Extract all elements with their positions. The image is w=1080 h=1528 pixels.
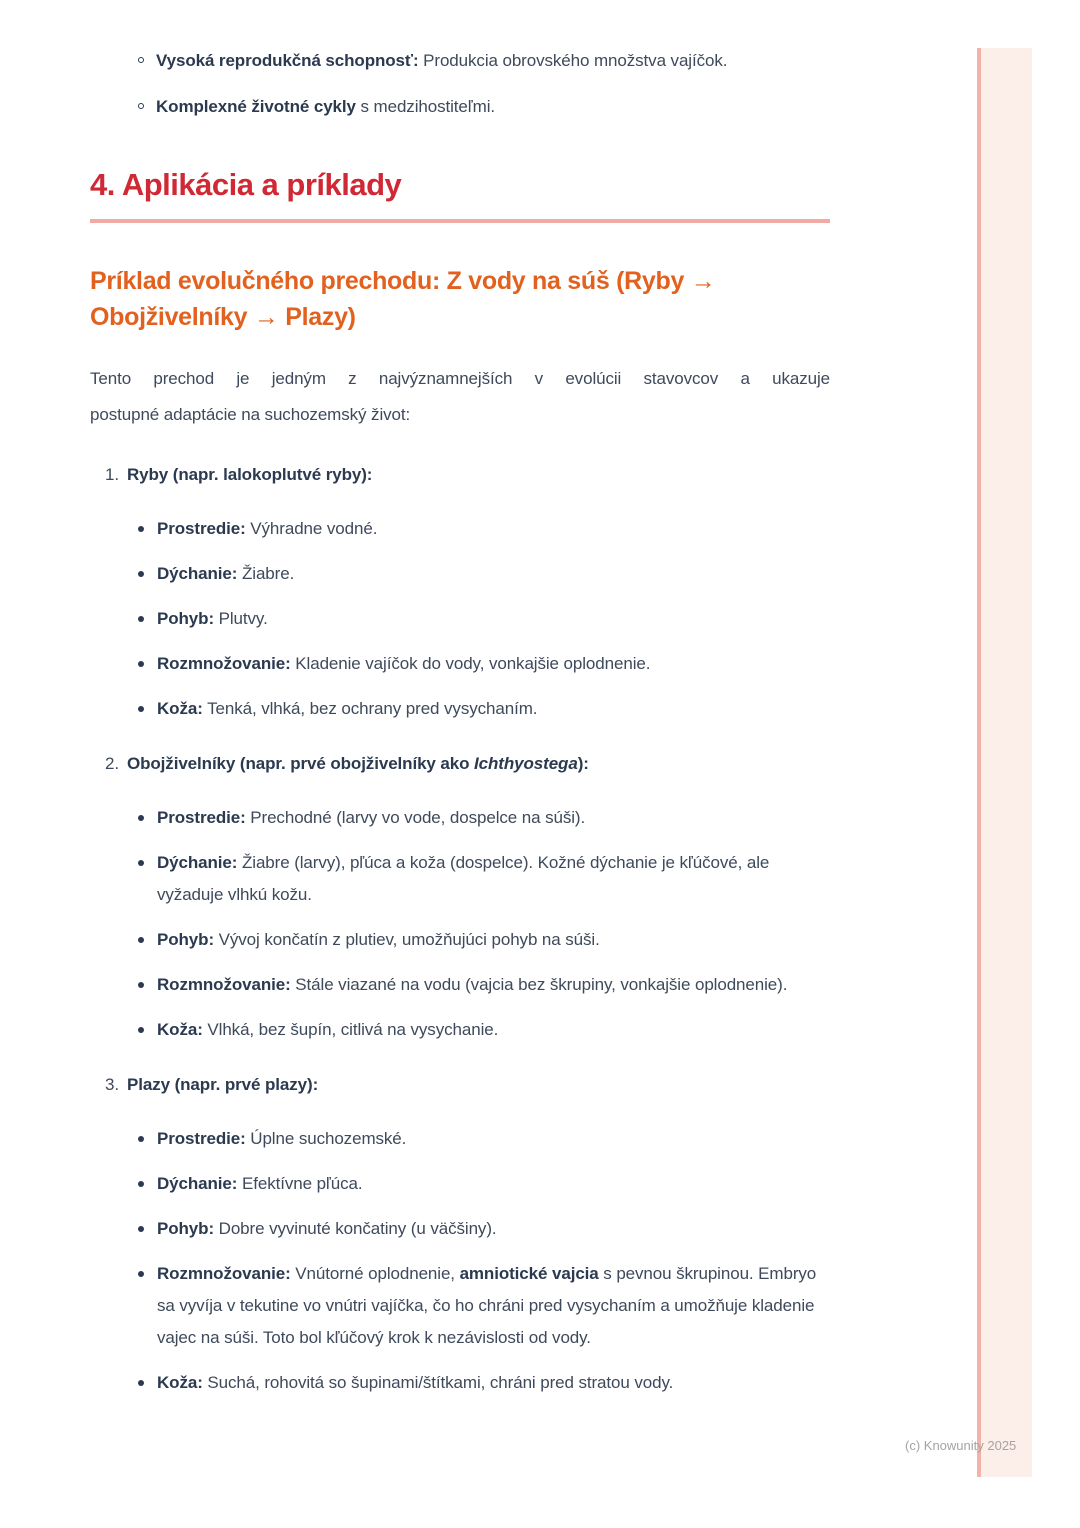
dot-bullet-marker: [138, 937, 144, 943]
bullet-text: [157, 1367, 673, 1399]
stage-bullet-item: [138, 1014, 830, 1046]
stage-number: 2.: [105, 754, 119, 773]
stage-bullet-item: [138, 513, 830, 545]
bullet-text: [157, 924, 600, 956]
text-segment: Rozmnožovanie:: [157, 1264, 291, 1283]
text-segment: Pohyb:: [157, 930, 215, 949]
text-segment: Obojživelníky (napr. prvé obojživelníky ako: [126, 754, 475, 773]
text-segment: Žiabre (larvy), pľúca a koža (dospelce). Kožné dýchanie je kľúčové, ale vyžaduje vlhkú kožu.: [157, 853, 770, 904]
bullet-text: [157, 603, 268, 635]
text-segment: Plutvy.: [214, 609, 268, 628]
circle-bullet-marker: [138, 57, 144, 63]
intro-bullet-list: [90, 50, 830, 118]
text-segment: Vlhká, bez šupín, citlivá na vysychanie.: [202, 1020, 499, 1039]
text-segment: Výhradne vodné.: [245, 519, 378, 538]
stage-title: [127, 459, 372, 491]
text-segment: Tenká, vlhká, bez ochrany pred vysychaním.: [202, 699, 538, 718]
text-segment: amniotické vajcia: [459, 1264, 599, 1283]
text-segment: Koža:: [157, 1020, 203, 1039]
stage-item: [90, 748, 830, 1046]
stage-item: [90, 459, 830, 725]
bullet-text: [157, 847, 822, 911]
stage-heading: [90, 459, 830, 491]
bullet-text: [157, 802, 585, 834]
text-segment: Pohyb:: [157, 1219, 215, 1238]
text-segment: Pohyb:: [157, 609, 215, 628]
stage-bullet-item: [138, 693, 830, 725]
text-segment: Prechodné (larvy vo vode, dospelce na súši).: [245, 808, 586, 827]
text-segment: Vnútorné oplodnenie,: [290, 1264, 460, 1283]
paragraph-line: postupné adaptácie na suchozemský život:: [90, 405, 411, 424]
text-segment: s pevnou škrupinou. Embryo sa vyvíja v tekutine vo vnútri vajíčka, čo ho chráni pred vysychaním a umožňuje kladenie vajec na súši. Toto bol kľúčový krok k nezávislosti od vody.: [157, 1264, 817, 1347]
bullet-text: [157, 513, 377, 545]
dot-bullet-marker: [138, 1226, 144, 1232]
stage-bullet-item: [138, 1367, 830, 1399]
dot-bullet-marker: [138, 860, 144, 866]
text-segment: Suchá, rohovitá so šupinami/štítkami, chráni pred stratou vody.: [202, 1373, 674, 1392]
stage-bullet-item: [138, 603, 830, 635]
text-segment: s medzihostiteľmi.: [355, 97, 495, 116]
bullet-text: [157, 969, 787, 1001]
heading-underline: [90, 219, 830, 223]
stage-bullet-item: [138, 1213, 830, 1245]
stage-bullet-item: [138, 1258, 830, 1354]
intro-bullet-item: [138, 96, 830, 118]
stage-item: [90, 1069, 830, 1399]
text-segment: Dýchanie:: [157, 1174, 238, 1193]
bullet-text: [157, 558, 294, 590]
stage-bullet-list: [90, 802, 830, 1046]
text-segment: Prostredie:: [157, 1129, 246, 1148]
text-segment: Prostredie:: [157, 519, 246, 538]
dot-bullet-marker: [138, 661, 144, 667]
dot-bullet-marker: [138, 1136, 144, 1142]
text-segment: Stále viazané na vodu (vajcia bez škrupiny, vonkajšie oplodnenie).: [290, 975, 788, 994]
text-segment: Koža:: [157, 1373, 203, 1392]
text-segment: Kladenie vajíčok do vody, vonkajšie oplodnenie.: [290, 654, 651, 673]
stage-bullet-item: [138, 648, 830, 680]
text-segment: ):: [577, 754, 589, 773]
stage-heading: [90, 748, 830, 780]
text-segment: Produkcia obrovského množstva vajíčok.: [418, 51, 728, 70]
dot-bullet-marker: [138, 815, 144, 821]
dot-bullet-marker: [138, 1380, 144, 1386]
stage-bullet-item: [138, 1123, 830, 1155]
text-segment: Vysoká reprodukčná schopnosť:: [156, 51, 419, 70]
text-segment: Ryby (napr. lalokoplutvé ryby):: [126, 465, 373, 484]
stage-bullet-item: [138, 558, 830, 590]
text-segment: Koža:: [157, 699, 203, 718]
text-segment: Dýchanie:: [157, 564, 238, 583]
paragraph-line: Tento prechod je jedným z najvýznamnejších v evolúcii stavovcov a ukazuje: [90, 369, 830, 388]
section-heading: 4. Aplikácia a príklady: [90, 167, 402, 202]
stage-bullet-item: [138, 969, 830, 1001]
stage-number: 3.: [105, 1075, 119, 1094]
stage-bullet-list: [90, 513, 830, 725]
bullet-text: [156, 96, 495, 118]
dot-bullet-marker: [138, 982, 144, 988]
dot-bullet-marker: [138, 1181, 144, 1187]
text-segment: Plazy (napr. prvé plazy):: [126, 1075, 319, 1094]
bullet-text: [157, 1123, 406, 1155]
dot-bullet-marker: [138, 616, 144, 622]
stage-title: [127, 1069, 318, 1101]
stage-list: [90, 459, 830, 1399]
text-segment: Rozmnožovanie:: [157, 654, 291, 673]
dot-bullet-marker: [138, 526, 144, 532]
bullet-text: [157, 1258, 822, 1354]
dot-bullet-marker: [138, 1027, 144, 1033]
stage-heading: [90, 1069, 830, 1101]
text-segment: Úplne suchozemské.: [245, 1129, 407, 1148]
bullet-text: [156, 50, 727, 72]
text-segment: Dýchanie:: [157, 853, 238, 872]
stage-bullet-item: [138, 802, 830, 834]
document-content: [90, 50, 830, 1412]
stage-title: [127, 748, 589, 780]
text-segment: Efektívne pľúca.: [237, 1174, 363, 1193]
copyright-footer: (c) Knowunity 2025: [905, 1438, 1017, 1453]
bullet-text: [157, 693, 537, 725]
text-segment: Vývoj končatín z plutiev, umožňujúci pohyb na súši.: [214, 930, 600, 949]
dot-bullet-marker: [138, 1271, 144, 1277]
bullet-text: [157, 1168, 363, 1200]
stage-bullet-item: [138, 1168, 830, 1200]
subsection-heading: Príklad evolučného prechodu: Z vody na súš (Ryby → Obojživelníky → Plazy): [90, 267, 716, 331]
stage-bullet-item: [138, 924, 830, 956]
intro-paragraph: [90, 361, 830, 433]
intro-bullet-item: [138, 50, 830, 72]
text-segment: Dobre vyvinuté končatiny (u väčšiny).: [214, 1219, 497, 1238]
stage-number: 1.: [105, 465, 119, 484]
circle-bullet-marker: [138, 103, 144, 109]
text-segment: Komplexné životné cykly: [156, 97, 356, 116]
dot-bullet-marker: [138, 706, 144, 712]
text-segment: Prostredie:: [157, 808, 246, 827]
bullet-text: [157, 1014, 498, 1046]
text-segment: Žiabre.: [237, 564, 295, 583]
text-segment: Ichthyostega: [474, 754, 578, 773]
bullet-text: [157, 648, 650, 680]
stage-bullet-item: [138, 847, 830, 911]
text-segment: Rozmnožovanie:: [157, 975, 291, 994]
page-edge-stripe: [977, 48, 1032, 1477]
stage-bullet-list: [90, 1123, 830, 1399]
bullet-text: [157, 1213, 497, 1245]
dot-bullet-marker: [138, 571, 144, 577]
